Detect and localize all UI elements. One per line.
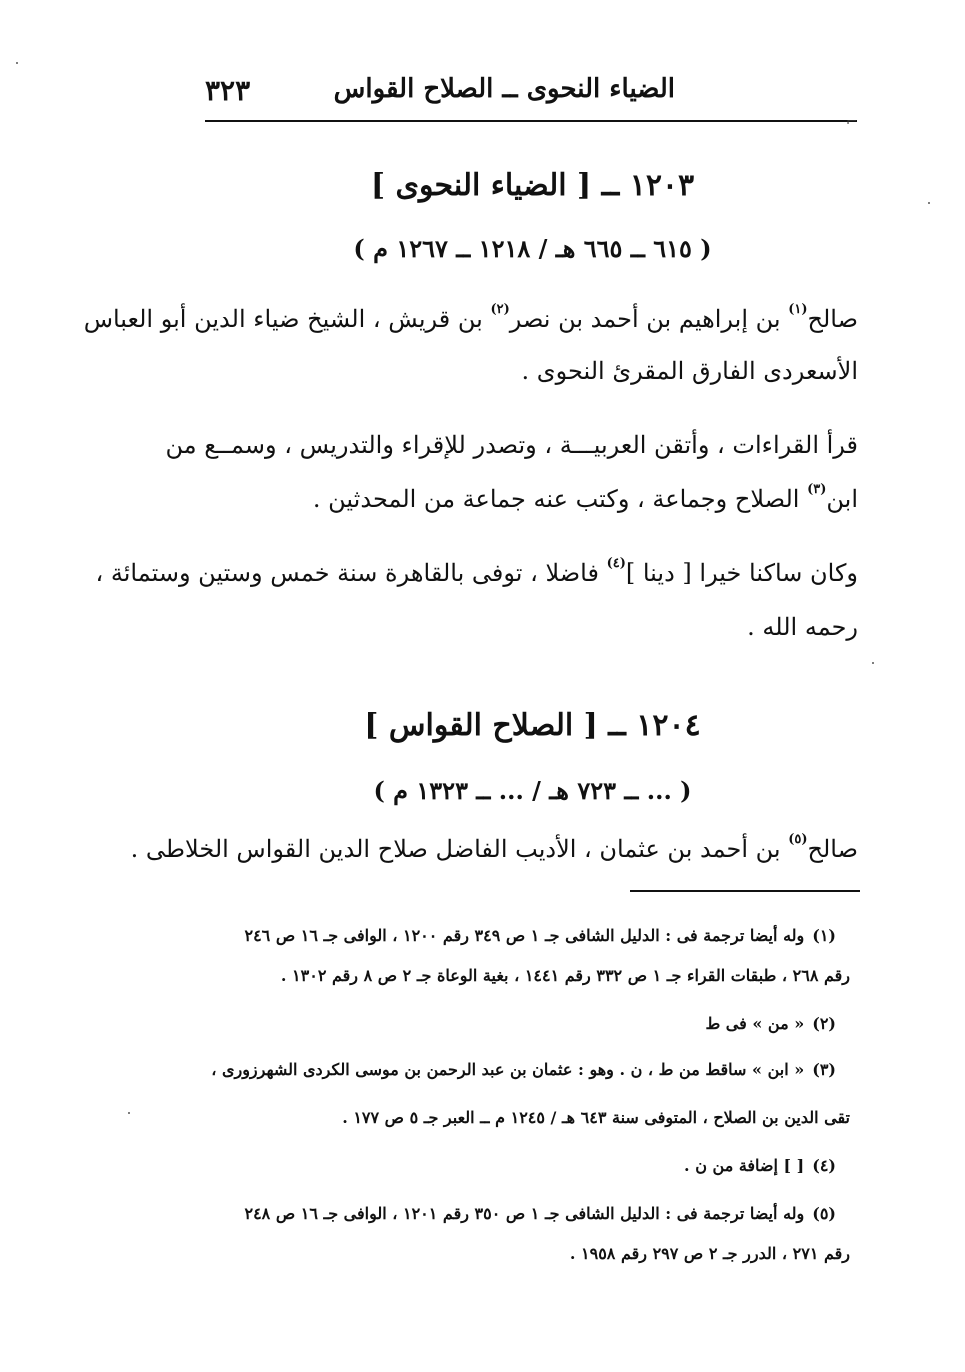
footnote-4 [208, 1154, 836, 1178]
footnote-rule [630, 890, 860, 892]
line-text: صالح [807, 305, 858, 333]
entry-1203-line-4 [210, 482, 858, 516]
footnote-text: « ابن » ساقط من ط ، ن . وهو : عثمان بن عبد الرحمن بن موسى الكردى الشهرزورى ، [211, 1060, 805, 1079]
footnote-text: وله أيضا ترجمة فى : الدليل الشافى جـ ١ ص ٣٥٠ رقم ١٢٠١ ، الوافى جـ ١٦ ص ٢٤٨ [244, 1204, 805, 1223]
footnote-text: تقى الدين بن الصلاح ، المتوفى سنة ٦٤٣ هـ / ١٢٤٥ م ــ العبر جـ ٥ ص ١٧٧ . [342, 1108, 850, 1127]
footnote-number: (٥) [812, 1204, 836, 1223]
footnote-text: [ ] إضافة من ن . [684, 1156, 805, 1175]
line-text: بن أحمد بن عثمان ، الأديب الفاضل صلاح الدين القواس الخلاطى . [130, 835, 789, 863]
line-text: الصلاح وجماعة ، وكتب عنه جماعة من المحدثين . [312, 485, 808, 513]
scan-speck [128, 1112, 130, 1114]
scan-speck [872, 662, 874, 664]
footnote-1-continued [222, 964, 858, 988]
line-text: بن قريش ، الشيخ ضياء الدين أبو العباس [83, 305, 491, 333]
running-head [205, 70, 860, 118]
footnote-3-continued [222, 1106, 858, 1130]
footnote-number: (٢) [812, 1014, 836, 1033]
footnote-2 [208, 1012, 836, 1036]
footnote-3 [208, 1058, 836, 1082]
entry-1203-line-5 [95, 556, 858, 590]
footnote-text: رقم ٢٦٨ ، طبقات القراء جـ ١ ص ٣٣٢ رقم ١٤٤١ ، بغية الوعاة جـ ٢ ص ٨ رقم ١٣٠٢ . [280, 966, 850, 985]
footnote-ref-2: (٢) [490, 302, 510, 317]
scan-speck [928, 202, 930, 204]
entry-heading-1204: ١٢٠٤ ــ [ الصلاح القواس ] [364, 708, 701, 743]
footnote-text: وله أيضا ترجمة فى : الدليل الشافى جـ ١ ص ٣٤٩ رقم ١٢٠٠ ، الوافى جـ ١٦ ص ٢٤٦ [244, 926, 805, 945]
footnote-number: (٤) [812, 1156, 836, 1175]
entry-dates-1204: ( ... ــ ٧٢٣ هـ / ... ــ ١٣٢٣ م ) [373, 776, 692, 805]
rule-end-mark: ⌐ [846, 114, 858, 130]
scan-speck [16, 62, 18, 64]
footnote-5 [208, 1202, 836, 1226]
entry-1203-line-1 [83, 302, 858, 336]
header-rule [205, 120, 857, 122]
footnote-ref-1: (١) [788, 302, 808, 317]
footnote-ref-5: (٥) [788, 832, 808, 847]
footnote-text: رقم ٢٧١ ، الدرر جـ ٢ ص ٢٩٧ رقم ١٩٥٨ . [569, 1244, 850, 1263]
footnote-ref-3: (٣) [807, 482, 827, 497]
footnote-5-continued [222, 1242, 858, 1266]
entry-1204-line-1 [130, 832, 858, 866]
line-text: فاضلا ، توفى بالقاهرة سنة خمس وستين وستمائة ، [95, 559, 607, 587]
line-text: وكان ساكنا خيرا [ دينا ] [625, 559, 858, 587]
footnote-number: (١) [812, 926, 836, 945]
line-text: صالح [807, 835, 858, 863]
entry-1203-line-6: رحمه الله . [747, 613, 858, 641]
line-text: ابن [826, 485, 858, 513]
entry-dates-1203: ( ٦١٥ ــ ٦٦٥ هـ / ١٢١٨ ــ ١٢٦٧ م ) [353, 234, 712, 263]
entry-1203-line-3: قرأ القراءات ، وأتقن العربيـــة ، وتصدر للإقراء والتدريس ، وسمــع من [165, 431, 858, 459]
entry-1203-line-2: الأسعردى الفارق المقرئ النحوى . [521, 357, 858, 385]
footnote-text: « من » فى ط [705, 1014, 805, 1033]
entry-heading-1203: ١٢٠٣ ــ [ الضياء النحوى ] [370, 168, 695, 203]
running-title: الضياء النحوى ــ الصلاح القواس [333, 74, 675, 104]
footnote-ref-4: (٤) [606, 556, 626, 571]
footnote-1 [208, 924, 836, 948]
line-text: بن إبراهيم بن أحمد بن نصر [509, 305, 789, 333]
footnote-number: (٣) [812, 1060, 836, 1079]
page-number: ٣٢٣ [205, 74, 251, 107]
